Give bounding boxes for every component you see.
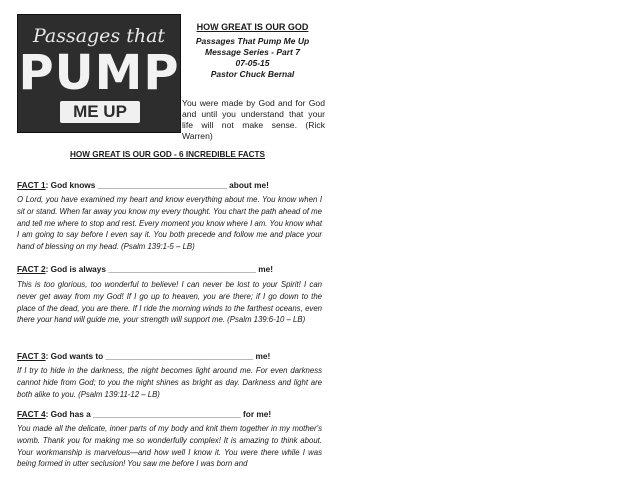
fact-number: FACT 1 <box>17 180 46 190</box>
fact-heading <box>17 180 269 190</box>
fact-heading <box>17 351 270 361</box>
fact-number: FACT 2 <box>17 264 46 274</box>
pastor-name: Pastor Chuck Bernal <box>210 69 295 79</box>
fact-number: FACT 4 <box>17 409 46 419</box>
fact-text: : God has a ________________________________ for me! <box>45 409 272 419</box>
banner-line-1: Passages that <box>32 25 166 47</box>
fact-verse: This is too glorious, too wonderful to believe! I can never be lost to your Spirit! I can never get away from my God! If I go up to heaven, you are there; if I go down to the place of the dead, you are there. If I ride the morning winds to the farthest oceans, even there your hand will guide me, your strength will support me. (Psalm 139:6-10 – LB) <box>17 280 322 325</box>
fact-text: : God wants to ________________________________ me! <box>45 351 271 361</box>
fact-text: : God is always ________________________________ me! <box>45 264 274 274</box>
banner-line-2: PUMP <box>18 45 180 101</box>
fact-heading <box>17 409 271 419</box>
intro-quote: You were made by God and for God and until you understand that your life will not make sense. (Rick Warren) <box>182 98 325 141</box>
banner-line-3: ME UP <box>60 101 140 123</box>
message-date: 07-05-15 <box>235 58 270 68</box>
fact-text: : God knows ____________________________ about me! <box>45 180 269 190</box>
series-name: Passages That Pump Me Up <box>195 36 310 46</box>
fact-verse: If I try to hide in the darkness, the night becomes light around me. For even darkness cannot hide from God; to you the night shines as bright as day. Darkness and light are both alike to you. (Psalm 139:11-12 – LB) <box>17 366 322 399</box>
series-banner-image <box>17 14 181 133</box>
section-subtitle: HOW GREAT IS OUR GOD - 6 INCREDIBLE FACTS <box>70 150 265 159</box>
fact-number: FACT 3 <box>17 351 46 361</box>
fact-heading <box>17 264 273 274</box>
fact-verse: O Lord, you have examined my heart and know everything about me. You know when I sit or stand. When far away you know my every thought. You chart the path ahead of me and tell me where to stop and rest. Every moment you know where I am. You know what I am going to say before I even say it. You both precede and follow me and place your hand of blessing on my head. (Psalm 139:1-5 – LB) <box>17 195 322 252</box>
fact-verse: You made all the delicate, inner parts of my body and knit them together in my mother's womb. Thank you for making me so wonderfully complex! It is amazing to think about. Your workmanship is marvelous—and how well I know it. You were there while I was being formed in utter seclusion! You saw me before I was born and <box>17 424 322 469</box>
page-title: HOW GREAT IS OUR GOD <box>196 22 309 32</box>
series-part: Message Series - Part 7 <box>205 47 300 57</box>
